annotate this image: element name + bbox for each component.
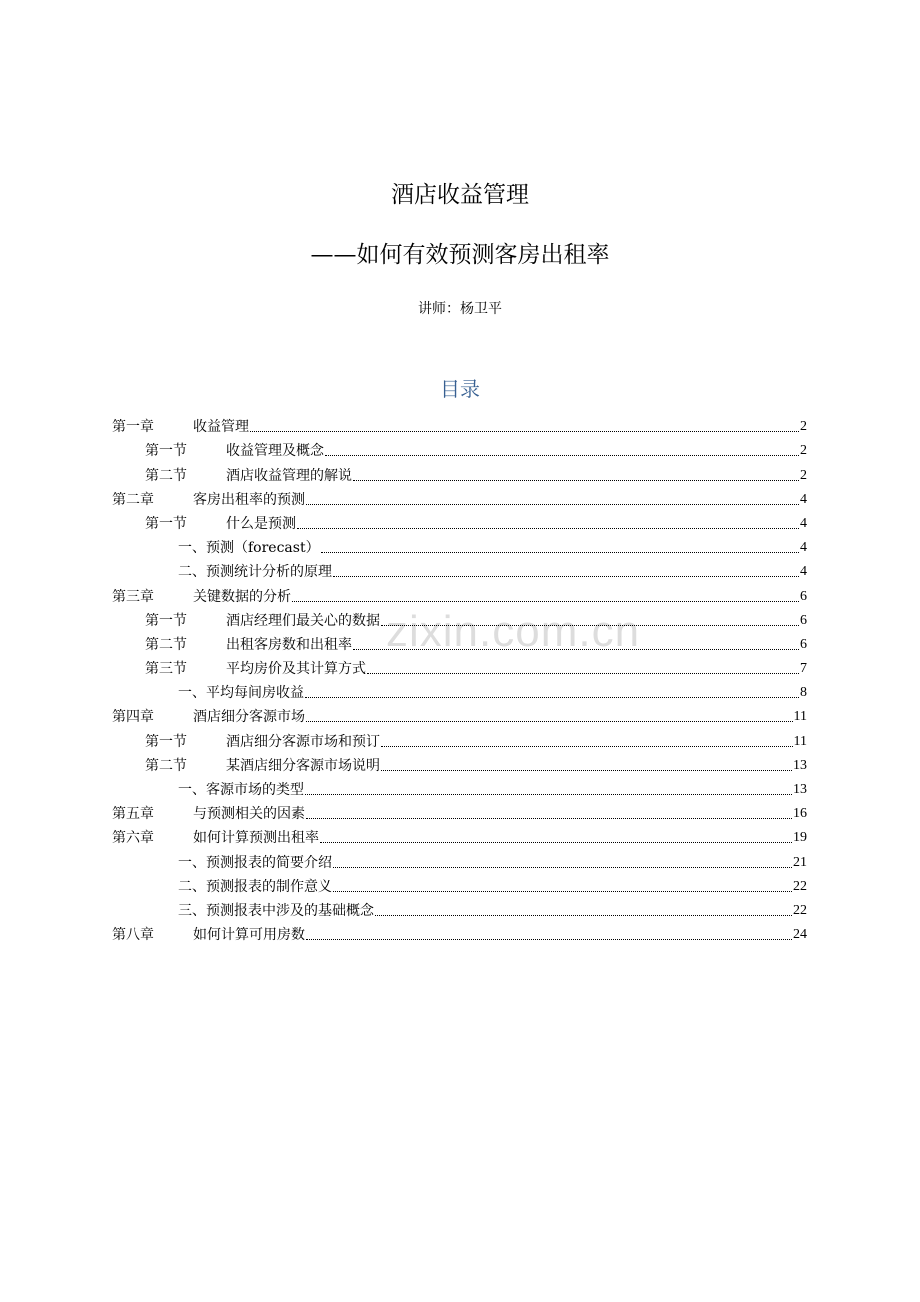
toc-entry-number: 第四章 [112,709,154,726]
toc-entry-number: 第六章 [112,830,154,847]
toc-entry[interactable] [112,726,807,750]
toc-entry[interactable] [112,485,807,509]
toc-dot-leader [321,552,799,553]
document-title: 酒店收益管理 [391,182,529,208]
toc-entry[interactable] [112,847,807,871]
toc-entry-page-number: 6 [800,588,807,604]
toc-entry-title: 二、预测统计分析的原理 [178,564,332,581]
toc-dot-leader [333,576,799,577]
toc-entry-number: 第二节 [145,757,187,774]
toc-entry[interactable] [112,630,807,654]
toc-dot-leader [353,649,799,650]
toc-entry[interactable] [112,412,807,436]
toc-entry-number: 第五章 [112,806,154,823]
toc-entry[interactable] [112,799,807,823]
toc-entry-page-number: 22 [793,878,807,894]
toc-entry-number: 第三节 [145,661,187,678]
toc-dot-leader [381,625,799,626]
toc-entry[interactable] [112,436,807,460]
toc-dot-leader [381,746,793,747]
toc-dot-leader [367,673,799,674]
toc-entry[interactable] [112,654,807,678]
toc-dot-leader [305,697,799,698]
toc-entry[interactable] [112,751,807,775]
toc-entry-page-number: 2 [800,467,807,483]
toc-entry-page-number: 13 [793,782,807,797]
toc-entry-number: 第三章 [112,588,154,605]
toc-entry-page-number: 22 [793,902,807,918]
toc-entry-page-number: 4 [800,491,807,507]
toc-entry-page-number: 24 [793,927,807,943]
toc-entry[interactable] [112,557,807,581]
toc-entry-title: 一、客源市场的类型 [178,782,304,798]
toc-heading: 目录 [440,377,480,401]
toc-entry-title: 如何计算可用房数 [193,927,305,944]
toc-entry-number: 第一节 [145,515,187,532]
toc-entry-title: 客房出租率的预测 [193,491,305,508]
toc-dot-leader [292,601,799,602]
toc-entry-page-number: 2 [800,443,807,459]
toc-entry-title: 什么是预测 [226,515,296,532]
toc-entry[interactable] [112,509,807,533]
toc-entry[interactable] [112,920,807,944]
toc-entry[interactable] [112,533,807,557]
toc-entry[interactable] [112,581,807,605]
toc-entry-page-number: 7 [800,661,807,677]
toc-dot-leader [375,915,792,916]
toc-entry-number: 第二节 [145,636,187,653]
toc-entry-number: 第二章 [112,491,154,508]
toc-entry[interactable] [112,896,807,920]
toc-entry-page-number: 4 [800,564,807,580]
toc-entry-title: 一、预测报表的简要介绍 [178,854,332,871]
toc-entry-title: 酒店经理们最关心的数据 [226,612,380,629]
toc-dot-leader [381,770,792,771]
document-author: 讲师：杨卫平 [418,301,502,317]
toc-dot-leader [297,528,799,529]
toc-entry-number: 第一章 [112,419,154,436]
table-of-contents [112,412,807,944]
toc-dot-leader [325,455,799,456]
toc-entry-page-number: 6 [800,612,807,628]
toc-entry-title: 酒店细分客源市场和预订 [226,733,380,750]
toc-entry-page-number: 6 [800,636,807,652]
toc-entry[interactable] [112,460,807,484]
toc-entry-number: 第八章 [112,927,154,944]
toc-entry-title: 平均房价及其计算方式 [226,661,366,678]
toc-dot-leader [306,818,792,819]
toc-entry-page-number: 4 [800,515,807,531]
toc-entry-title: 一、平均每间房收益 [178,685,304,702]
toc-entry-title: 关键数据的分析 [193,588,291,605]
toc-entry-page-number: 8 [800,685,807,701]
toc-entry[interactable] [112,606,807,630]
toc-entry-number: 第二节 [145,467,187,484]
toc-entry-title: 收益管理及概念 [226,443,324,460]
toc-entry-title: 与预测相关的因素 [193,806,305,823]
watermark: zixin.com.cn [386,607,641,656]
toc-entry-number: 第一节 [145,612,187,629]
toc-entry-page-number: 19 [793,830,807,846]
toc-entry-number: 第一节 [145,733,187,750]
toc-dot-leader [250,431,799,432]
toc-dot-leader [306,504,799,505]
toc-dot-leader [353,480,799,481]
toc-entry-title: 如何计算预测出租率 [193,830,319,847]
toc-dot-leader [333,891,792,892]
toc-entry-page-number: 21 [793,854,807,870]
toc-entry-title: 收益管理 [193,419,249,436]
toc-entry[interactable] [112,823,807,847]
toc-dot-leader [333,867,792,868]
toc-entry[interactable] [112,702,807,726]
toc-entry-title: 三、预测报表中涉及的基础概念 [178,902,374,919]
toc-entry[interactable] [112,872,807,896]
toc-entry-page-number: 11 [793,733,807,749]
toc-dot-leader [306,721,793,722]
toc-entry-page-number: 2 [800,419,807,435]
toc-entry[interactable] [112,678,807,702]
toc-dot-leader [306,939,792,940]
toc-entry-number: 第一节 [145,443,187,460]
document-subtitle: ——如何有效预测客房出租率 [310,242,610,268]
toc-entry-title: 酒店收益管理的解说 [226,467,352,484]
toc-entry-page-number: 13 [793,757,807,773]
toc-entry-page-number: 16 [793,806,807,822]
toc-entry-title: 一、预测（forecast） [178,540,320,557]
toc-entry-title: 酒店细分客源市场 [193,709,305,726]
toc-dot-leader [320,842,792,843]
toc-entry-title: 某酒店细分客源市场说明 [226,757,380,774]
toc-entry[interactable] [112,775,807,799]
toc-entry-page-number: 11 [793,709,807,725]
toc-entry-title: 二、预测报表的制作意义 [178,878,332,895]
toc-entry-title: 出租客房数和出租率 [226,636,352,653]
toc-dot-leader [305,794,792,795]
toc-entry-page-number: 4 [800,540,807,556]
